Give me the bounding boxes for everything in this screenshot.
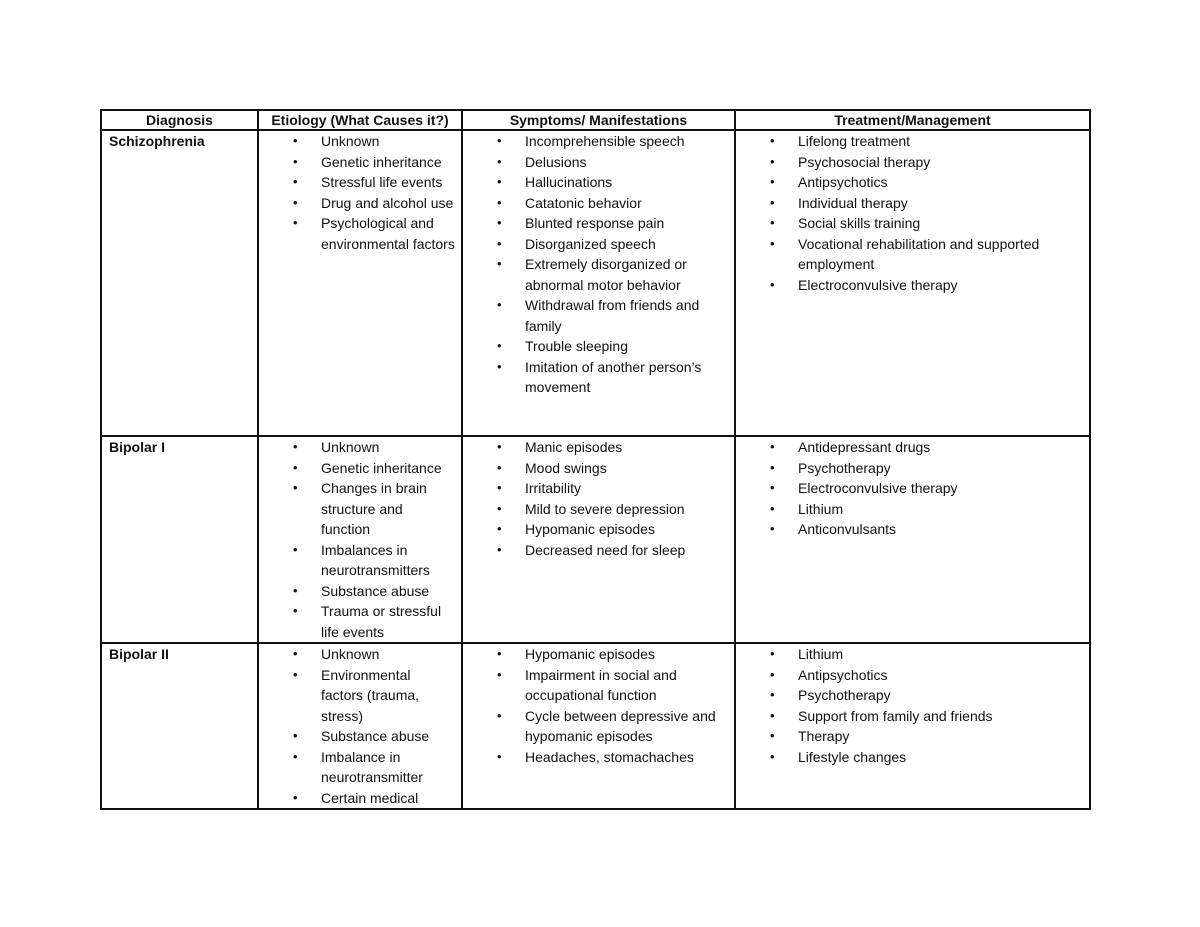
- list-item: [463, 254, 734, 295]
- list-item-text: Psychological and environmental factors: [321, 215, 455, 252]
- list-item-text: Lithium: [798, 646, 844, 662]
- list-item: [463, 458, 734, 479]
- etiology-list: [259, 644, 461, 808]
- list-item: [736, 499, 1089, 520]
- bullet-icon: •: [770, 215, 775, 230]
- list-item-text: Antidepressant drugs: [798, 439, 931, 455]
- list-item-text: Trauma or stressful life events: [321, 603, 442, 640]
- treatment-list: [736, 437, 1089, 540]
- bullet-icon: •: [770, 276, 775, 292]
- list-item: [736, 131, 1089, 152]
- list-item-text: Certain medical: [321, 789, 419, 806]
- list-item-text: Mild to severe depression: [525, 500, 685, 517]
- list-item: [259, 540, 461, 581]
- list-item: [259, 193, 461, 214]
- list-item: [463, 706, 734, 747]
- etiology-cell: [258, 643, 462, 809]
- bullet-icon: •: [497, 235, 502, 251]
- etiology-cell: [258, 436, 462, 643]
- list-item: [463, 478, 734, 499]
- list-item: [259, 131, 461, 152]
- list-item-text: Lifestyle changes: [798, 748, 907, 765]
- etiology-list: [259, 131, 461, 254]
- symptoms-cell: [462, 643, 735, 809]
- list-item-text: Disorganized speech: [525, 235, 656, 252]
- bullet-icon: •: [497, 153, 502, 169]
- list-item: [463, 519, 734, 540]
- diagnosis-label: Bipolar I: [109, 439, 166, 455]
- bullet-icon: •: [293, 215, 298, 230]
- list-item: [463, 234, 734, 255]
- bullet-icon: •: [293, 174, 298, 189]
- bullet-icon: •: [497, 521, 502, 536]
- list-item-text: Catatonic behavior: [525, 194, 642, 211]
- list-item-text: Mood swings: [525, 459, 607, 476]
- list-item: [463, 499, 734, 520]
- list-item: [736, 193, 1089, 214]
- bullet-icon: •: [770, 687, 775, 702]
- bullet-icon: •: [497, 174, 502, 189]
- list-item-text: Lithium: [798, 500, 844, 517]
- list-item-text: Imbalances in neurotransmitters: [321, 541, 430, 578]
- list-item: [736, 747, 1089, 768]
- list-item: [259, 726, 461, 747]
- list-item: [736, 644, 1089, 665]
- list-item: [259, 458, 461, 479]
- list-item-text: Extremely disorganized or abnormal motor behavior: [525, 256, 687, 293]
- bullet-icon: •: [497, 707, 502, 723]
- list-item: [463, 131, 734, 152]
- list-item: [259, 478, 461, 540]
- bullet-icon: •: [497, 256, 502, 271]
- symptoms-cell: [462, 130, 735, 436]
- list-item-text: Psychotherapy: [798, 459, 891, 476]
- bullet-icon: •: [293, 459, 298, 475]
- list-item: [736, 665, 1089, 686]
- list-item: [259, 747, 461, 788]
- list-item: [463, 665, 734, 706]
- list-item-text: Blunted response pain: [525, 215, 665, 231]
- diagnosis-cell: [101, 130, 258, 436]
- table-row: [101, 436, 1090, 643]
- bullet-icon: •: [770, 480, 775, 495]
- list-item-text: Hallucinations: [525, 174, 613, 190]
- list-item: [463, 540, 734, 561]
- list-item-text: Vocational rehabilitation and supported employment: [798, 235, 1040, 272]
- list-item-text: Incomprehensible speech: [525, 133, 685, 149]
- list-item-text: Hypomanic episodes: [525, 646, 655, 662]
- bullet-icon: •: [293, 582, 298, 598]
- bullet-icon: •: [497, 194, 502, 210]
- symptoms-cell: [462, 436, 735, 643]
- list-item-text: Electroconvulsive therapy: [798, 480, 958, 496]
- bullet-icon: •: [293, 194, 298, 210]
- list-item: [736, 478, 1089, 499]
- list-item-text: Genetic inheritance: [321, 459, 442, 476]
- table-row: [101, 130, 1090, 436]
- list-item-text: Substance abuse: [321, 582, 430, 599]
- diagnosis-label: Schizophrenia: [109, 133, 205, 149]
- list-item-text: Genetic inheritance: [321, 153, 442, 170]
- bullet-icon: •: [497, 215, 502, 230]
- diagnosis-label: Bipolar II: [109, 646, 169, 662]
- symptoms-list: [463, 644, 734, 767]
- list-item: [463, 747, 734, 768]
- list-item: [736, 726, 1089, 747]
- list-item-text: Psychotherapy: [798, 687, 891, 703]
- list-item-text: Electroconvulsive therapy: [798, 276, 958, 293]
- list-item-text: Stressful life events: [321, 174, 443, 190]
- bullet-icon: •: [770, 707, 775, 723]
- symptoms-list: [463, 131, 734, 398]
- bullet-icon: •: [293, 439, 298, 454]
- treatment-cell: [735, 130, 1090, 436]
- bullet-icon: •: [497, 133, 502, 148]
- bullet-icon: •: [770, 439, 775, 454]
- bullet-icon: •: [293, 480, 298, 495]
- list-item: [259, 213, 461, 254]
- symptoms-list: [463, 437, 734, 560]
- bullet-icon: •: [770, 133, 775, 148]
- list-item-text: Changes in brain structure and function: [321, 480, 427, 537]
- header-symptoms: Symptoms/ Manifestations: [462, 110, 735, 130]
- list-item-text: Cycle between depressive and hypomanic episodes: [525, 707, 716, 744]
- list-item-text: Hypomanic episodes: [525, 521, 655, 537]
- list-item: [259, 665, 461, 727]
- list-item: [463, 336, 734, 357]
- bullet-icon: •: [293, 728, 298, 743]
- list-item-text: Delusions: [525, 153, 587, 170]
- header-treatment: Treatment/Management: [735, 110, 1090, 130]
- etiology-cell: [258, 130, 462, 436]
- list-item: [259, 172, 461, 193]
- list-item: [259, 152, 461, 173]
- bullet-icon: •: [497, 500, 502, 516]
- list-item: [736, 458, 1089, 479]
- bullet-icon: •: [770, 666, 775, 682]
- list-item-text: Impairment in social and occupational function: [525, 666, 677, 703]
- list-item-text: Unknown: [321, 646, 380, 662]
- bullet-icon: •: [770, 194, 775, 210]
- list-item: [259, 644, 461, 665]
- bullet-icon: •: [497, 666, 502, 682]
- list-item: [259, 601, 461, 642]
- list-item: [736, 234, 1089, 275]
- list-item-text: Unknown: [321, 439, 380, 455]
- list-item-text: Imitation of another person’s movement: [525, 358, 702, 395]
- list-item-text: Headaches, stomachaches: [525, 748, 694, 765]
- list-item: [736, 275, 1089, 296]
- header-row: [101, 110, 1090, 130]
- bullet-icon: •: [293, 666, 298, 682]
- list-item-text: Unknown: [321, 133, 380, 149]
- treatment-cell: [735, 643, 1090, 809]
- bullet-icon: •: [293, 133, 298, 148]
- bullet-icon: •: [293, 646, 298, 661]
- bullet-icon: •: [293, 748, 298, 764]
- bullet-icon: •: [770, 174, 775, 189]
- bullet-icon: •: [293, 153, 298, 169]
- diagnosis-table: [100, 109, 1091, 810]
- bullet-icon: •: [770, 521, 775, 536]
- bullet-icon: •: [770, 235, 775, 251]
- list-item: [463, 644, 734, 665]
- bullet-icon: •: [497, 358, 502, 374]
- list-item: [463, 152, 734, 173]
- list-item: [463, 437, 734, 458]
- bullet-icon: •: [497, 338, 502, 353]
- bullet-icon: •: [497, 459, 502, 475]
- list-item-text: Withdrawal from friends and family: [525, 297, 700, 334]
- list-item-text: Anticonvulsants: [798, 521, 897, 537]
- etiology-list: [259, 437, 461, 642]
- bullet-icon: •: [770, 646, 775, 661]
- list-item-text: Environmental factors (trauma, stress): [321, 666, 420, 724]
- bullet-icon: •: [770, 728, 775, 743]
- diagnosis-cell: [101, 643, 258, 809]
- list-item-text: Imbalance in neurotransmitter: [321, 748, 423, 785]
- table-row: [101, 643, 1090, 809]
- list-item: [736, 519, 1089, 540]
- bullet-icon: •: [770, 153, 775, 169]
- bullet-icon: •: [770, 459, 775, 475]
- list-item: [463, 193, 734, 214]
- list-item: [259, 788, 461, 809]
- header-diagnosis: Diagnosis: [101, 110, 258, 130]
- list-item-text: Psychosocial therapy: [798, 153, 931, 170]
- list-item: [463, 295, 734, 336]
- diagnosis-cell: [101, 436, 258, 643]
- list-item: [736, 213, 1089, 234]
- bullet-icon: •: [770, 500, 775, 516]
- treatment-list: [736, 131, 1089, 295]
- bullet-icon: •: [497, 748, 502, 764]
- bullet-icon: •: [293, 603, 298, 618]
- list-item: [463, 357, 734, 398]
- list-item-text: Antipsychotics: [798, 666, 888, 683]
- list-item: [463, 213, 734, 234]
- list-item: [259, 581, 461, 602]
- list-item: [736, 685, 1089, 706]
- list-item-text: Irritability: [525, 480, 582, 496]
- bullet-icon: •: [497, 480, 502, 495]
- list-item: [736, 437, 1089, 458]
- list-item-text: Therapy: [798, 728, 850, 744]
- list-item-text: Decreased need for sleep: [525, 541, 686, 558]
- list-item-text: Substance abuse: [321, 728, 430, 744]
- treatment-list: [736, 644, 1089, 767]
- list-item: [463, 172, 734, 193]
- bullet-icon: •: [497, 297, 502, 312]
- list-item: [736, 152, 1089, 173]
- list-item-text: Drug and alcohol use: [321, 194, 454, 211]
- list-item-text: Antipsychotics: [798, 174, 888, 190]
- list-item-text: Support from family and friends: [798, 707, 993, 724]
- header-etiology: Etiology (What Causes it?): [258, 110, 462, 130]
- bullet-icon: •: [293, 789, 298, 805]
- bullet-icon: •: [770, 748, 775, 764]
- list-item-text: Individual therapy: [798, 194, 908, 211]
- list-item-text: Manic episodes: [525, 439, 623, 455]
- bullet-icon: •: [293, 541, 298, 557]
- list-item-text: Lifelong treatment: [798, 133, 911, 149]
- list-item-text: Trouble sleeping: [525, 338, 628, 354]
- list-item-text: Social skills training: [798, 215, 921, 231]
- bullet-icon: •: [497, 646, 502, 661]
- list-item: [736, 706, 1089, 727]
- bullet-icon: •: [497, 541, 502, 557]
- list-item: [736, 172, 1089, 193]
- list-item: [259, 437, 461, 458]
- bullet-icon: •: [497, 439, 502, 454]
- treatment-cell: [735, 436, 1090, 643]
